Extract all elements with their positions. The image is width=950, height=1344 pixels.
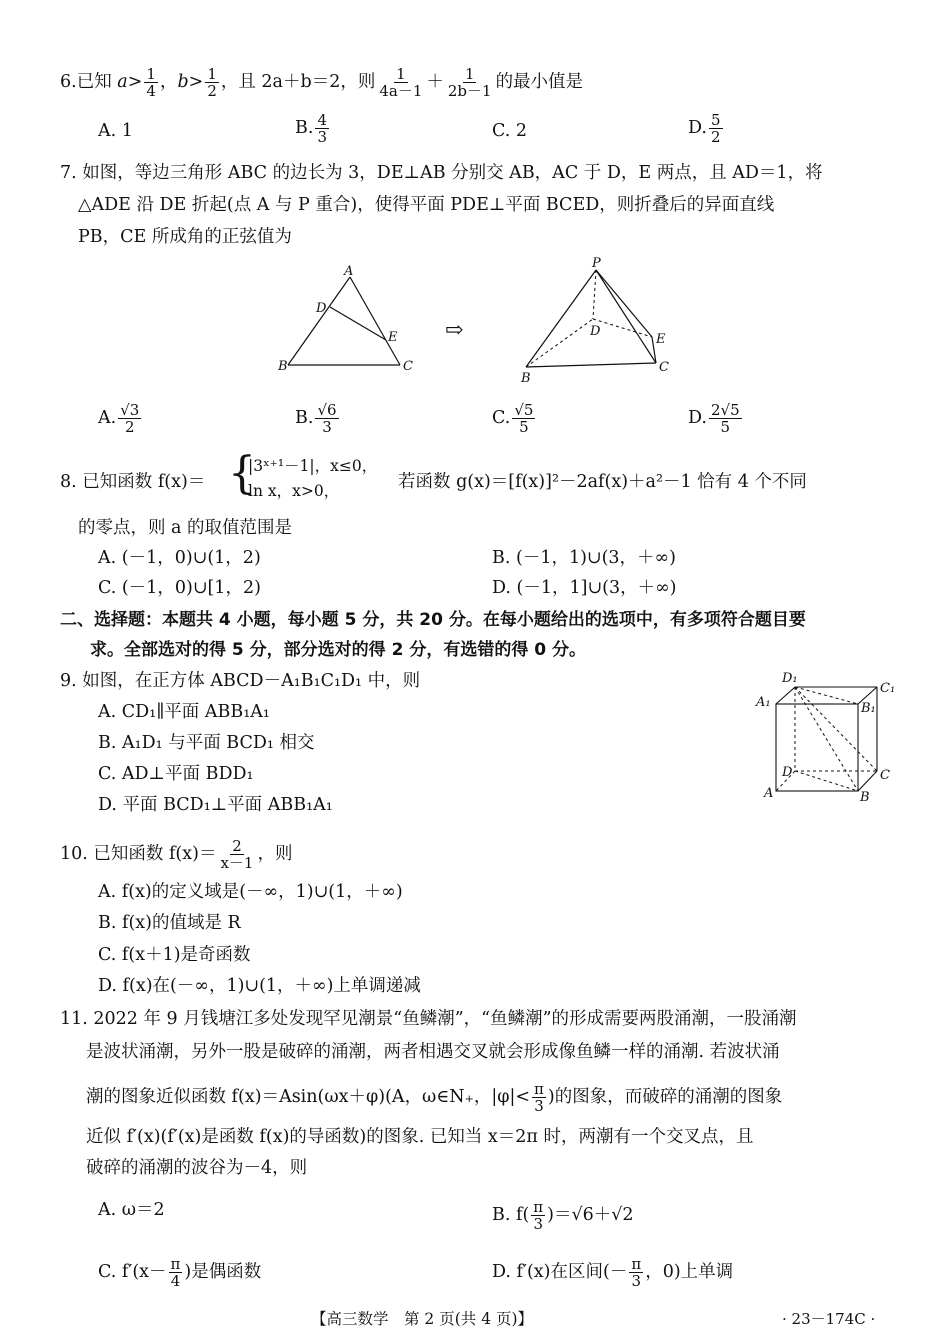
frac-num: 5 [710, 111, 721, 129]
q6-comma: ， [159, 72, 178, 92]
label-a: A [764, 786, 774, 801]
frac-den: 5 [720, 418, 731, 436]
label-b1: B₁ [861, 701, 876, 716]
frac-num: 2√5 [710, 401, 740, 419]
q8-option-a[interactable]: A. (－1，0)∪(1，2) [98, 548, 261, 568]
q6-option-a[interactable] [98, 120, 133, 142]
q6-frac-4 [446, 66, 494, 99]
q10-option-b[interactable]: B. f(x)的值域是 R [98, 913, 241, 933]
q11-option-b[interactable] [492, 1199, 634, 1232]
q10-frac [218, 838, 255, 871]
label-d: D [590, 324, 601, 339]
option-text: B. f( [492, 1205, 530, 1225]
q8-line-2: 的零点，则 a 的取值范围是 [78, 518, 293, 538]
frac-den: 3 [631, 1272, 642, 1290]
q9-cube-figure [752, 668, 902, 808]
label-b: B [278, 359, 288, 374]
frac-den: 2 [710, 128, 721, 146]
label-e: E [388, 330, 398, 345]
footer-page-info: 【高三数学 第 2 页(共 4 页)】 [311, 1310, 534, 1328]
frac-num: π [170, 1255, 181, 1273]
q7-option-a[interactable] [98, 402, 143, 435]
q6-cond: ，且 2a＋b＝2，则 [220, 72, 376, 92]
frac-den: 3 [534, 1097, 544, 1115]
option-frac [315, 112, 329, 145]
q6-text: 已知 [76, 72, 118, 92]
frac-num: π [534, 1080, 544, 1098]
option-frac [512, 402, 535, 435]
frac-den: 4a－1 [379, 82, 423, 100]
q11-line-4: 近似 f′(x)(f′(x)是函数 f(x)的导函数)的图象. 已知当 x＝2π 时，两潮有一个交叉点，且 [86, 1127, 754, 1147]
option-frac [709, 402, 742, 435]
frac-num: 1 [207, 65, 217, 83]
q6-option-b[interactable] [295, 112, 331, 145]
q7-figure-1 [277, 264, 413, 374]
frac-num: 1 [396, 65, 406, 83]
frac-num: √6 [317, 401, 337, 419]
label-c: C [880, 768, 890, 783]
q9-option-d[interactable]: D. 平面 BCD₁⊥平面 ABB₁A₁ [98, 795, 333, 815]
q6-var-a: a [117, 72, 128, 92]
q10-option-d[interactable]: D. f(x)在(－∞，1)∪(1，＋∞)上单调递减 [98, 976, 421, 996]
frac-num: 2 [232, 837, 242, 855]
fold-arrow-icon: ⇨ [445, 318, 464, 343]
option-label: A. [98, 408, 117, 428]
q10-tail: ，则 [257, 844, 293, 864]
q6-option-d[interactable] [688, 112, 725, 145]
option-label: B. [295, 408, 314, 428]
label-b: B [521, 371, 531, 386]
option-text: D. f′(x)在区间(－ [492, 1262, 628, 1282]
label-e: E [656, 332, 666, 347]
frac-den: 3 [317, 128, 327, 146]
option-text: C. f′(x－ [98, 1262, 167, 1282]
q8-case-2: ln x，x>0， [248, 482, 340, 500]
option-label: C. [492, 408, 511, 428]
q11-frac [532, 1081, 546, 1114]
label-c: C [403, 359, 413, 374]
frac-den: 4 [146, 82, 156, 100]
q7-figure-2 [520, 256, 669, 386]
q7-line-1: 7. 如图，等边三角形 ABC 的边长为 3，DE⊥AB 分别交 AB，AC 于 D，E 两点，且 AD＝1，将 [60, 163, 823, 183]
q6-frac-1 [144, 66, 158, 99]
q8-option-b[interactable]: B. (－1，1)∪(3，＋∞) [492, 548, 676, 568]
option-frac [118, 402, 141, 435]
q8-brace: { [228, 448, 256, 499]
frac-num: √3 [120, 401, 140, 419]
frac-den: x－1 [220, 854, 254, 872]
label-a: A [344, 264, 354, 279]
q6-gt: > [127, 72, 143, 92]
option-frac [629, 1256, 643, 1289]
q6-var-b: b [177, 72, 189, 92]
option-text: )＝√6＋√2 [547, 1205, 634, 1225]
q6-frac-2 [205, 66, 219, 99]
label-p: P [592, 256, 601, 271]
q7-line-3: PB，CE 所成角的正弦值为 [78, 227, 292, 247]
q11-line-2: 是波状涌潮，另外一股是破碎的涌潮，两者相遇交叉就会形成像鱼鳞一样的涌潮. 若波状涌 [86, 1042, 780, 1062]
q6-tail: 的最小值是 [495, 72, 584, 92]
q11-line-1: 11. 2022 年 9 月钱塘江多处发现罕见潮景“鱼鳞潮”，“鱼鳞潮”的形成需要两股涌潮，一股涌潮 [60, 1009, 797, 1029]
q7-option-b[interactable] [295, 402, 341, 435]
q6-stem [60, 66, 583, 99]
q10-head: 10. 已知函数 f(x)＝ [60, 844, 217, 864]
frac-den: 4 [170, 1272, 181, 1290]
q10-option-a[interactable]: A. f(x)的定义域是(－∞，1)∪(1，＋∞) [98, 882, 403, 902]
q9-stem: 9. 如图，在正方体 ABCD－A₁B₁C₁D₁ 中，则 [60, 671, 421, 691]
q11-line-5: 破碎的涌潮的波谷为－4，则 [86, 1158, 308, 1178]
option-frac [709, 112, 723, 145]
label-b: B [860, 790, 870, 805]
option-text: ，0)上单调 [645, 1262, 734, 1282]
option-label: D. [688, 118, 707, 138]
label-c: C [659, 360, 669, 375]
option-frac [531, 1199, 545, 1232]
frac-den: 2 [207, 82, 217, 100]
q11-line-3 [86, 1081, 782, 1114]
q7-option-d[interactable] [688, 402, 744, 435]
q6-frac-3 [377, 66, 424, 99]
label-d1: D₁ [782, 671, 798, 686]
option-label: A. 1 [98, 121, 133, 141]
q11-line-3-b: )的图象，而破碎的涌潮的图象 [547, 1087, 783, 1107]
q11-line-3-a: 潮的图象近似函数 f(x)＝Asin(ωx＋φ)(A，ω∈N₊，|φ|< [86, 1087, 531, 1107]
q8-head: 8. 已知函数 f(x)＝ [60, 472, 206, 492]
q7-figures [270, 255, 690, 395]
footer-code: · 23－174C · [782, 1310, 876, 1328]
frac-den: 3 [533, 1215, 543, 1233]
label-a1: A₁ [756, 695, 771, 710]
section-2-line-2: 求。全部选对的得 5 分，部分选对的得 2 分，有选错的得 0 分。 [90, 640, 586, 660]
q6-option-c[interactable] [492, 120, 527, 142]
q8-case-1: |3ˣ⁺¹－1|，x≤0， [248, 457, 378, 475]
q9-option-c[interactable]: C. AD⊥平面 BDD₁ [98, 764, 254, 784]
q8-option-c[interactable]: C. (－1，0)∪[1，2) [98, 578, 261, 598]
option-label: D. [688, 408, 707, 428]
q8-option-d[interactable]: D. (－1，1]∪(3，＋∞) [492, 578, 677, 598]
option-frac [169, 1256, 183, 1289]
option-text: )是偶函数 [184, 1262, 262, 1282]
label-c1: C₁ [880, 681, 896, 696]
frac-num: 1 [464, 65, 475, 83]
q6-plus: ＋ [426, 72, 444, 92]
q11-option-d[interactable] [492, 1256, 733, 1289]
frac-den: 2 [124, 418, 135, 436]
q7-line-2: △ADE 沿 DE 折起(点 A 与 P 重合)，使得平面 PDE⊥平面 BCED，则折叠后的异面直线 [78, 195, 775, 215]
q10-option-c[interactable]: C. f(x＋1)是奇函数 [98, 945, 251, 965]
frac-num: 4 [317, 111, 327, 129]
frac-den: 2b－1 [447, 82, 492, 100]
q10-stem [60, 838, 292, 871]
q6-gt: > [188, 72, 204, 92]
option-label: C. 2 [492, 121, 528, 141]
q8-tail: 若函数 g(x)＝[f(x)]²－2af(x)＋a²－1 恰有 4 个不同 [398, 472, 807, 492]
frac-den: 3 [322, 418, 332, 436]
label-d: D [782, 765, 793, 780]
frac-den: 5 [519, 418, 529, 436]
frac-num: 1 [146, 65, 156, 83]
section-2-line-1: 二、选择题：本题共 4 小题，每小题 5 分，共 20 分。在每小题给出的选项中，有多项符合题目要 [60, 610, 806, 630]
q11-option-c[interactable] [98, 1256, 261, 1289]
option-frac [315, 402, 338, 435]
label-d: D [316, 301, 327, 316]
option-label: B. [295, 118, 314, 138]
q11-option-a[interactable]: A. ω＝2 [98, 1200, 165, 1220]
q6-number: 6. [60, 72, 77, 92]
q7-option-c[interactable] [492, 402, 537, 435]
q9-option-a[interactable]: A. CD₁∥平面 ABB₁A₁ [98, 702, 270, 722]
q9-option-b[interactable]: B. A₁D₁ 与平面 BCD₁ 相交 [98, 733, 315, 753]
frac-num: π [631, 1255, 642, 1273]
frac-num: √5 [514, 401, 534, 419]
frac-num: π [533, 1198, 544, 1216]
